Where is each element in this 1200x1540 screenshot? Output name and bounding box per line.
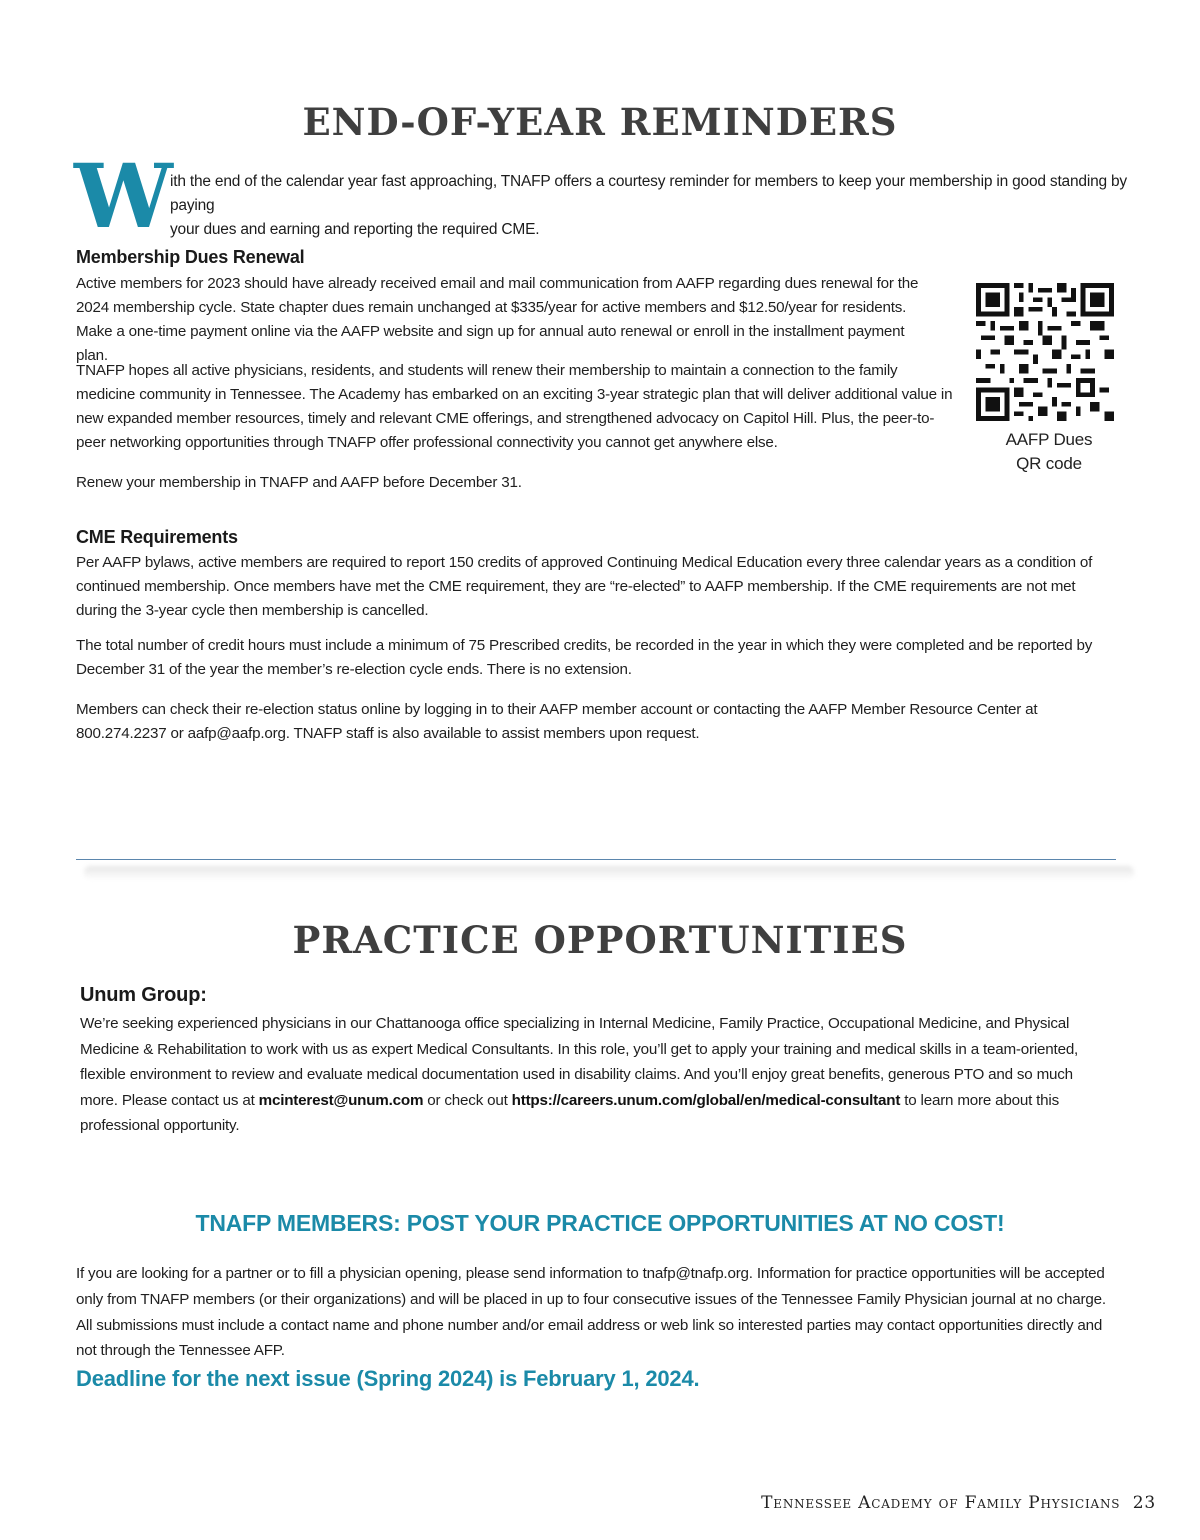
dues-paragraph-3: Renew your membership in TNAFP and AAFP before December 31. <box>76 474 522 491</box>
intro-line-2: your dues and earning and reporting the required CME. <box>170 221 540 238</box>
qr-caption-line-1: AAFP Dues <box>1005 430 1093 449</box>
drop-cap: W <box>74 144 173 248</box>
section-title-reminders: END-OF-YEAR REMINDERS <box>302 100 898 144</box>
cme-paragraph-1: Per AAFP bylaws, active members are required to report 150 credits of approved Continuing Medical Education every three calendar years as a condition of continued membership. Once members have met the CME requirement, they are “re-elected” to AAFP membership. If the CME requirements are not met during the 3-year cycle then membership is cancelled. <box>76 554 1093 619</box>
dues-paragraph-2: TNAFP hopes all active physicians, residents, and students will renew their membership to maintain a connection to the family medicine community in Tennessee. The Academy has embarked on an exciting 3-year strategic plan that will deliver additional value in new expanded member resources, timely and relevant CME offerings, and strengthened advocacy on Capitol Hill. Plus, the peer-to-peer networking opportunities through TNAFP offer professional connectivity you cannot get anywhere else. <box>76 362 953 451</box>
qr-caption-line-2: QR code <box>1016 454 1082 473</box>
unum-careers-link[interactable]: https://careers.unum.com/global/en/medical-consultant <box>511 1091 901 1109</box>
intro-line-1: ith the end of the calendar year fast approaching, TNAFP offers a courtesy reminder for members to keep your membership in good standing by paying <box>170 173 1127 214</box>
footer-publisher: Tennessee Academy of Family Physicians <box>761 1493 1121 1513</box>
cme-paragraph-3: Members can check their re-election status online by logging in to their AAFP member account or contacting the AAFP Member Resource Center at 800.274.2237 or aafp@aafp.org. TNAFP staff is also available to assist members upon request. <box>76 701 1038 742</box>
unum-tail-text: to learn more about this professional opportunity. <box>80 1091 1059 1134</box>
qr-caption <box>980 428 1118 476</box>
dues-heading: Membership Dues Renewal <box>76 247 305 267</box>
unum-email-link[interactable]: mcinterest@unum.com <box>258 1091 424 1109</box>
unum-heading: Unum Group: <box>80 984 207 1006</box>
intro-paragraph <box>170 170 1130 242</box>
cme-paragraph-2: The total number of credit hours must include a minimum of 75 Prescribed credits, be recorded in the year in which they were completed and be reported by December 31 of the year the member’s re-election cycle ends. There is no extension. <box>76 637 1093 678</box>
section-title-practice-opportunities: PRACTICE OPPORTUNITIES <box>292 918 908 962</box>
unum-mid-text: or check out <box>423 1091 512 1109</box>
section-divider <box>76 859 1116 860</box>
page-number: 23 <box>1132 1493 1156 1513</box>
cme-heading: CME Requirements <box>76 527 238 547</box>
page-footer <box>761 1493 1156 1513</box>
qr-code-icon[interactable] <box>976 283 1114 421</box>
post-opportunities-paragraph: If you are looking for a partner or to fill a physician opening, please send information to tnafp@tnafp.org. Information for practice opportunities will be accepted only from TNAFP members (or their organizations) and will be placed in up to four consecutive issues of the Tennessee Family Physician journal at no charge. All submissions must include a contact name and phone number and/or email address or web link so interested parties may contact opportunities directly and not through the Tennessee AFP. <box>76 1265 1106 1360</box>
deadline-notice: Deadline for the next issue (Spring 2024) is February 1, 2024. <box>76 1366 700 1391</box>
unum-paragraph <box>80 1011 1110 1139</box>
divider-shadow <box>84 866 1134 880</box>
dues-paragraph-1: Active members for 2023 should have already received email and mail communication from AAFP regarding dues renewal for the 2024 membership cycle. State chapter dues remain unchanged at $335/year for active members and $12.50/year for residents. Make a one-time payment online via the AAFP website and sign up for annual auto renewal or enroll in the installment payment plan. <box>76 275 919 364</box>
post-opportunities-heading: TNAFP MEMBERS: POST YOUR PRACTICE OPPORTUNITIES AT NO COST! <box>195 1210 1005 1236</box>
unum-body: We’re seeking experienced physicians in our Chattanooga office specializing in Internal Medicine, Family Practice, Occupational Medicine, and Physical Medicine & Rehabilitation to work with us as expert Medical Consultants. In this role, you’ll get to apply your training and medical skills in a team-oriented, flexible environment to review and evaluate medical documentation used in disability claims. And you’ll enjoy great benefits, generous PTO and so much more. Please contact us at <box>80 1015 1079 1109</box>
